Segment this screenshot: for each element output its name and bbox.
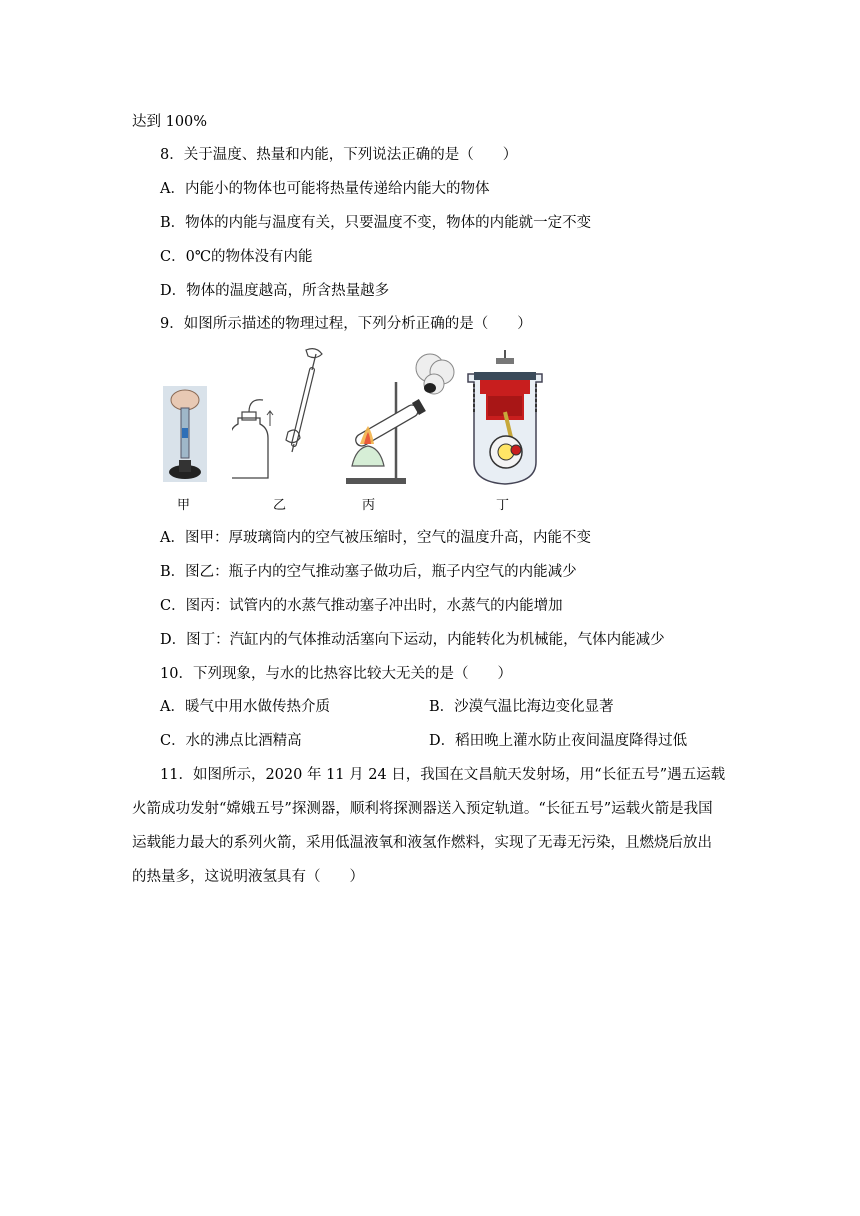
- q10-option-c: C．水的沸点比酒精高: [160, 733, 302, 749]
- q8-option-c: C．0℃的物体没有内能: [160, 249, 313, 265]
- q10-option-d: D．稻田晚上灌水防止夜间温度降得过低: [429, 733, 688, 749]
- q9-option-d: D．图丁：汽缸内的气体推动活塞向下运动，内能转化为机械能，气体内能减少: [160, 632, 665, 648]
- top-fragment: 达到 100%: [132, 114, 208, 130]
- q9-stem: 9．如图所示描述的物理过程，下列分析正确的是（ ）: [160, 316, 532, 332]
- q8-stem: 8．关于温度、热量和内能，下列说法正确的是（ ）: [160, 147, 518, 163]
- figure-jia-compression-tube: [163, 386, 207, 482]
- caption-ding: 丁: [496, 498, 510, 513]
- q9-option-c: C．图丙：试管内的水蒸气推动塞子冲出时，水蒸气的内能增加: [160, 598, 563, 614]
- q8-option-a: A．内能小的物体也可能将热量传递给内能大的物体: [160, 181, 490, 197]
- q9-option-a: A．图甲：厚玻璃筒内的空气被压缩时，空气的温度升高，内能不变: [160, 530, 591, 546]
- figure-bing-test-tube: [338, 348, 458, 486]
- q11-line-1: 11．如图所示，2020 年 11 月 24 日，我国在文昌航天发射场，用“长征五号”遇五运载: [160, 767, 726, 783]
- q10-stem: 10．下列现象，与水的比热容比较大无关的是（ ）: [160, 666, 512, 682]
- q8-option-d: D．物体的温度越高，所含热量越多: [160, 283, 390, 299]
- q9-figures: [160, 348, 580, 516]
- caption-bing: 丙: [362, 498, 376, 513]
- q8-option-b: B．物体的内能与温度有关，只要温度不变，物体的内能就一定不变: [160, 215, 592, 231]
- figure-yi-bottle-pump: [232, 348, 324, 486]
- q10-option-a: A．暖气中用水做传热介质: [160, 699, 330, 715]
- q11-line-2: 火箭成功发射“嫦娥五号”探测器，顺利将探测器送入预定轨道。“长征五号”运载火箭是我国: [132, 801, 713, 817]
- q10-option-b: B．沙漠气温比海边变化显著: [429, 699, 614, 715]
- caption-jia: 甲: [177, 498, 191, 513]
- caption-yi: 乙: [273, 498, 287, 513]
- q11-line-4: 的热量多，这说明液氢具有（ ）: [132, 869, 364, 885]
- q9-option-b: B．图乙：瓶子内的空气推动塞子做功后，瓶子内空气的内能减少: [160, 564, 577, 580]
- figure-ding-engine-cylinder: [466, 350, 544, 486]
- q11-line-3: 运载能力最大的系列火箭，采用低温液氧和液氢作燃料，实现了无毒无污染，且燃烧后放出: [132, 835, 712, 851]
